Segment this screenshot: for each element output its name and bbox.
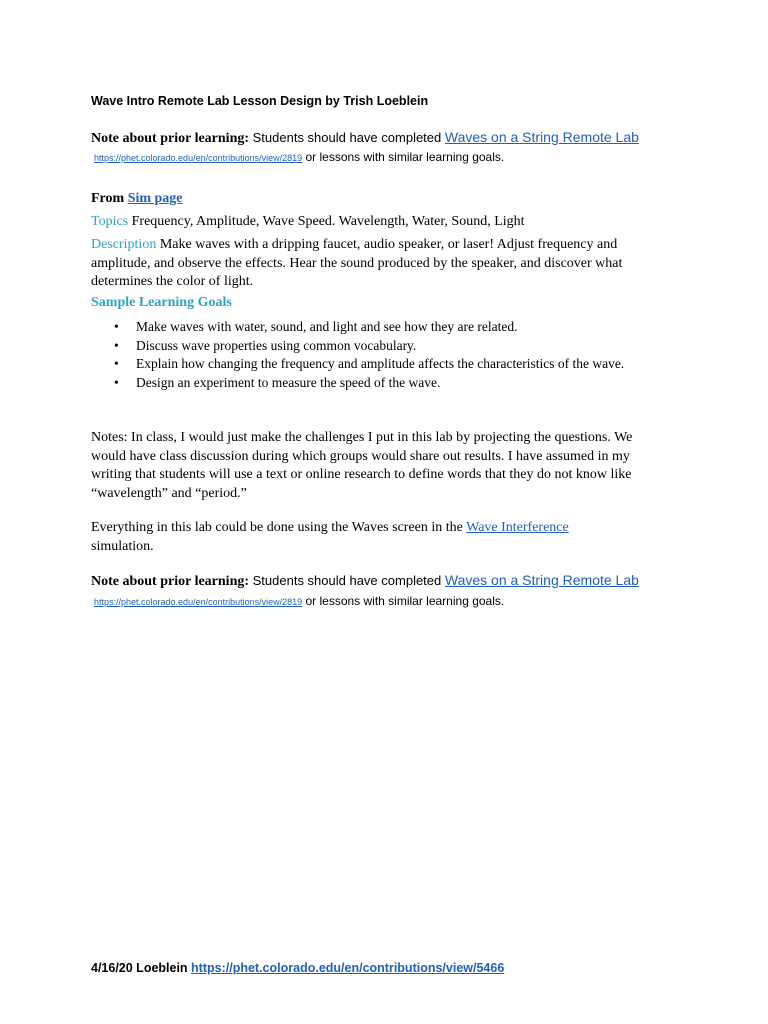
learning-goals-list (91, 318, 651, 392)
prior-learning-note (91, 129, 639, 147)
prior-learning-url-line-2 (94, 592, 504, 610)
learning-goals-heading: Sample Learning Goals (91, 295, 232, 310)
everything-text: Everything in this lab could be done using the Waves screen in the (91, 520, 467, 535)
description-label: Description (91, 237, 157, 252)
topics-line (91, 214, 525, 230)
prior-learning-label: Note about prior learning: (91, 131, 250, 146)
from-line (91, 191, 183, 207)
topics-text: Frequency, Amplitude, Wave Speed. Wavelength, Water, Sound, Light (128, 214, 525, 229)
list-item: • Discuss wave properties using common vocabulary. (91, 337, 651, 356)
description-text: Make waves with a dripping faucet, audio speaker, or laser! Adjust frequency and amplitude, and observe the effects. Hear the sound produced by the speaker, and discover what determines the color of light. (91, 237, 623, 289)
prior-learning-url-line (94, 148, 504, 166)
topics-label: Topics (91, 214, 129, 229)
document-title: Wave Intro Remote Lab Lesson Design by Trish Loeblein (91, 94, 429, 108)
prior-learning-url[interactable]: https://phet.colorado.edu/en/contributions/view/2819 (94, 153, 303, 163)
prior-learning-tail-2: or lessons with similar learning goals. (302, 594, 505, 608)
prior-learning-url-2[interactable]: https://phet.colorado.edu/en/contributions/view/2819 (94, 597, 303, 607)
prior-learning-note-2 (91, 572, 639, 590)
prior-learning-text: Students should have completed (249, 130, 445, 145)
everything-tail: simulation. (91, 538, 154, 554)
list-item: • Design an experiment to measure the speed of the wave. (91, 374, 651, 393)
prior-learning-text-2: Students should have completed (249, 573, 445, 588)
waves-on-string-link[interactable]: Waves on a String Remote Lab (444, 129, 639, 145)
notes-paragraph: Notes: In class, I would just make the challenges I put in this lab by projecting the questions. We would have class discussion during which groups would share out results. I have assumed in my writing that students will use a text or online research to define words that they do not know like “wavelength” and “period.” (91, 430, 633, 501)
footer-url-link[interactable]: https://phet.colorado.edu/en/contributions/view/5466 (191, 961, 505, 975)
prior-learning-tail: or lessons with similar learning goals. (302, 150, 505, 164)
everything-paragraph (91, 519, 651, 556)
description-paragraph (91, 236, 651, 292)
from-label: From (91, 191, 128, 206)
list-item: • Make waves with water, sound, and light and see how they are related. (91, 318, 651, 337)
prior-learning-label-2: Note about prior learning: (91, 574, 250, 589)
wave-interference-link[interactable]: Wave Interference (466, 520, 569, 535)
waves-on-string-link-2[interactable]: Waves on a String Remote Lab (444, 572, 639, 588)
list-item: • Explain how changing the frequency and amplitude affects the characteristics of the wave. (91, 355, 651, 374)
page-footer (91, 961, 504, 976)
sim-page-link[interactable]: Sim page (127, 191, 183, 206)
footer-date: 4/16/20 Loeblein (91, 961, 192, 975)
